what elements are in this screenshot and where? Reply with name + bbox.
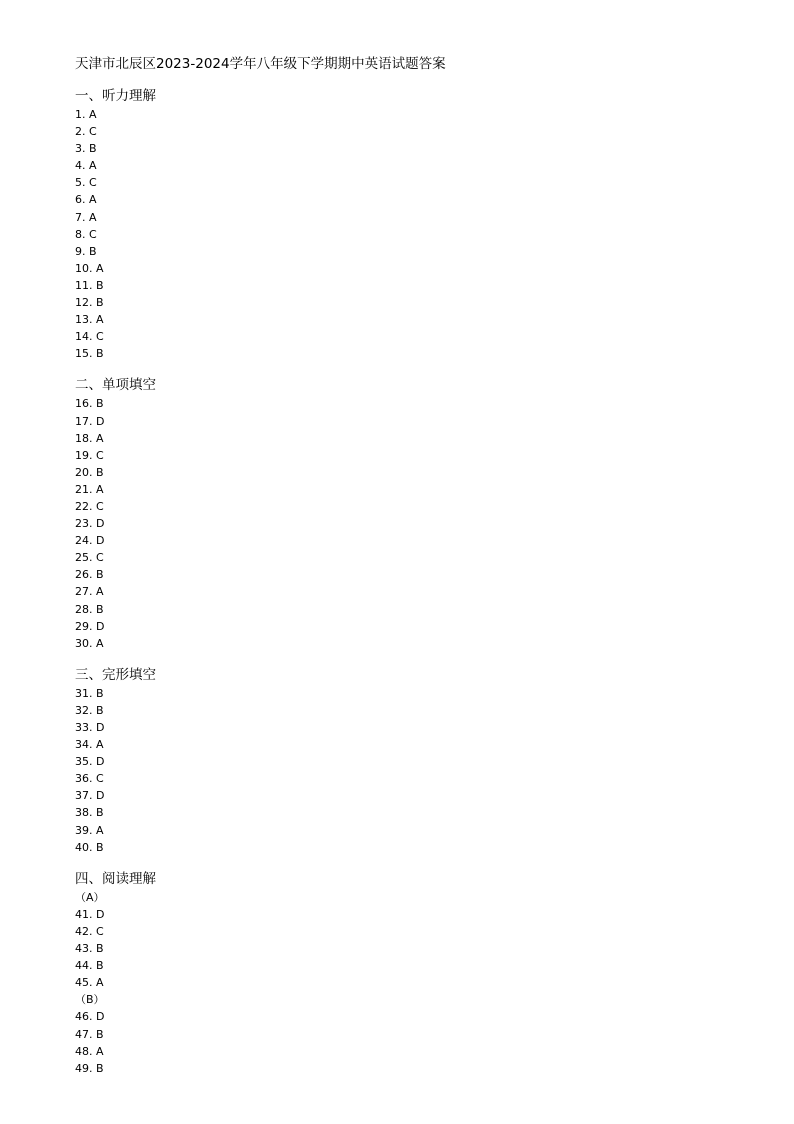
answer-section: [75, 870, 735, 1077]
answer-item: 45. A: [75, 976, 104, 990]
answer-item: 37. D: [75, 789, 105, 803]
answer-list: [75, 685, 735, 856]
answer-item: 34. A: [75, 738, 104, 752]
answer-item: 20. B: [75, 465, 104, 479]
answer-item: 31. B: [75, 686, 104, 700]
answer-list: [75, 906, 735, 991]
answer-item: 29. D: [75, 619, 105, 633]
answer-item: 17. D: [75, 414, 105, 428]
answer-section: [75, 87, 735, 362]
answer-item: 33. D: [75, 721, 105, 734]
answer-item: 18. A: [75, 431, 104, 445]
answer-item: 48. A: [75, 1044, 104, 1058]
answer-item: 23. D: [75, 517, 105, 531]
answer-item: 38. B: [75, 806, 104, 820]
answer-list: [75, 1008, 735, 1076]
answer-item: 7. A: [75, 210, 97, 224]
answer-item: 2. C: [75, 125, 97, 139]
answer-section: [75, 666, 735, 856]
answer-item: 41. D: [75, 907, 105, 921]
answer-item: 35. D: [75, 755, 105, 769]
answer-item: 43. B: [75, 942, 104, 956]
answer-item: 49. B: [75, 1061, 104, 1075]
answer-item: 6. A: [75, 193, 97, 207]
answer-item: 15. B: [75, 347, 104, 361]
section-title: 一、听力理解: [75, 88, 156, 104]
answer-item: 40. B: [75, 840, 104, 854]
answer-item: 9. B: [75, 244, 97, 258]
answer-item: 13. A: [75, 313, 104, 327]
answer-item: 4. A: [75, 159, 97, 173]
answer-item: 42. C: [75, 924, 104, 938]
answer-item: 46. D: [75, 1010, 105, 1024]
answer-item: 21. A: [75, 482, 104, 496]
answer-item: 47. B: [75, 1027, 104, 1041]
answer-item: 5. C: [75, 176, 97, 190]
passage-label: （A）: [75, 890, 105, 904]
answer-item: 44. B: [75, 959, 104, 973]
answer-item: 11. B: [75, 278, 104, 292]
answer-item: 26. B: [75, 568, 104, 582]
answer-list: [75, 106, 735, 362]
answer-item: 39. A: [75, 823, 104, 837]
answer-item: 27. A: [75, 585, 104, 599]
document-title: 天津市北辰区2023-2024学年八年级下学期期中英语试题答案: [75, 56, 446, 72]
passage-label: （B）: [75, 993, 105, 1007]
answer-section: [75, 376, 735, 651]
answer-item: 22. C: [75, 499, 104, 513]
section-title: 三、完形填空: [75, 666, 156, 683]
section-title: 四、阅读理解: [75, 870, 156, 887]
answer-item: 25. C: [75, 551, 104, 565]
answer-item: 28. B: [75, 602, 104, 616]
answer-item: 3. B: [75, 142, 97, 156]
answer-item: 14. C: [75, 330, 104, 344]
answer-item: 1. A: [75, 108, 97, 121]
answer-item: 16. B: [75, 397, 104, 411]
answer-item: 24. D: [75, 534, 105, 548]
answer-sheet-page: [75, 54, 735, 1091]
answer-sections: [75, 87, 735, 1077]
answer-list: [75, 395, 735, 651]
answer-item: 32. B: [75, 703, 104, 717]
answer-item: 12. B: [75, 296, 104, 310]
answer-item: 10. A: [75, 261, 104, 275]
answer-item: 8. C: [75, 227, 97, 241]
section-title: 二、单项填空: [75, 377, 156, 394]
answer-item: 30. A: [75, 636, 104, 650]
answer-item: 19. C: [75, 448, 104, 462]
answer-item: 36. C: [75, 772, 104, 786]
